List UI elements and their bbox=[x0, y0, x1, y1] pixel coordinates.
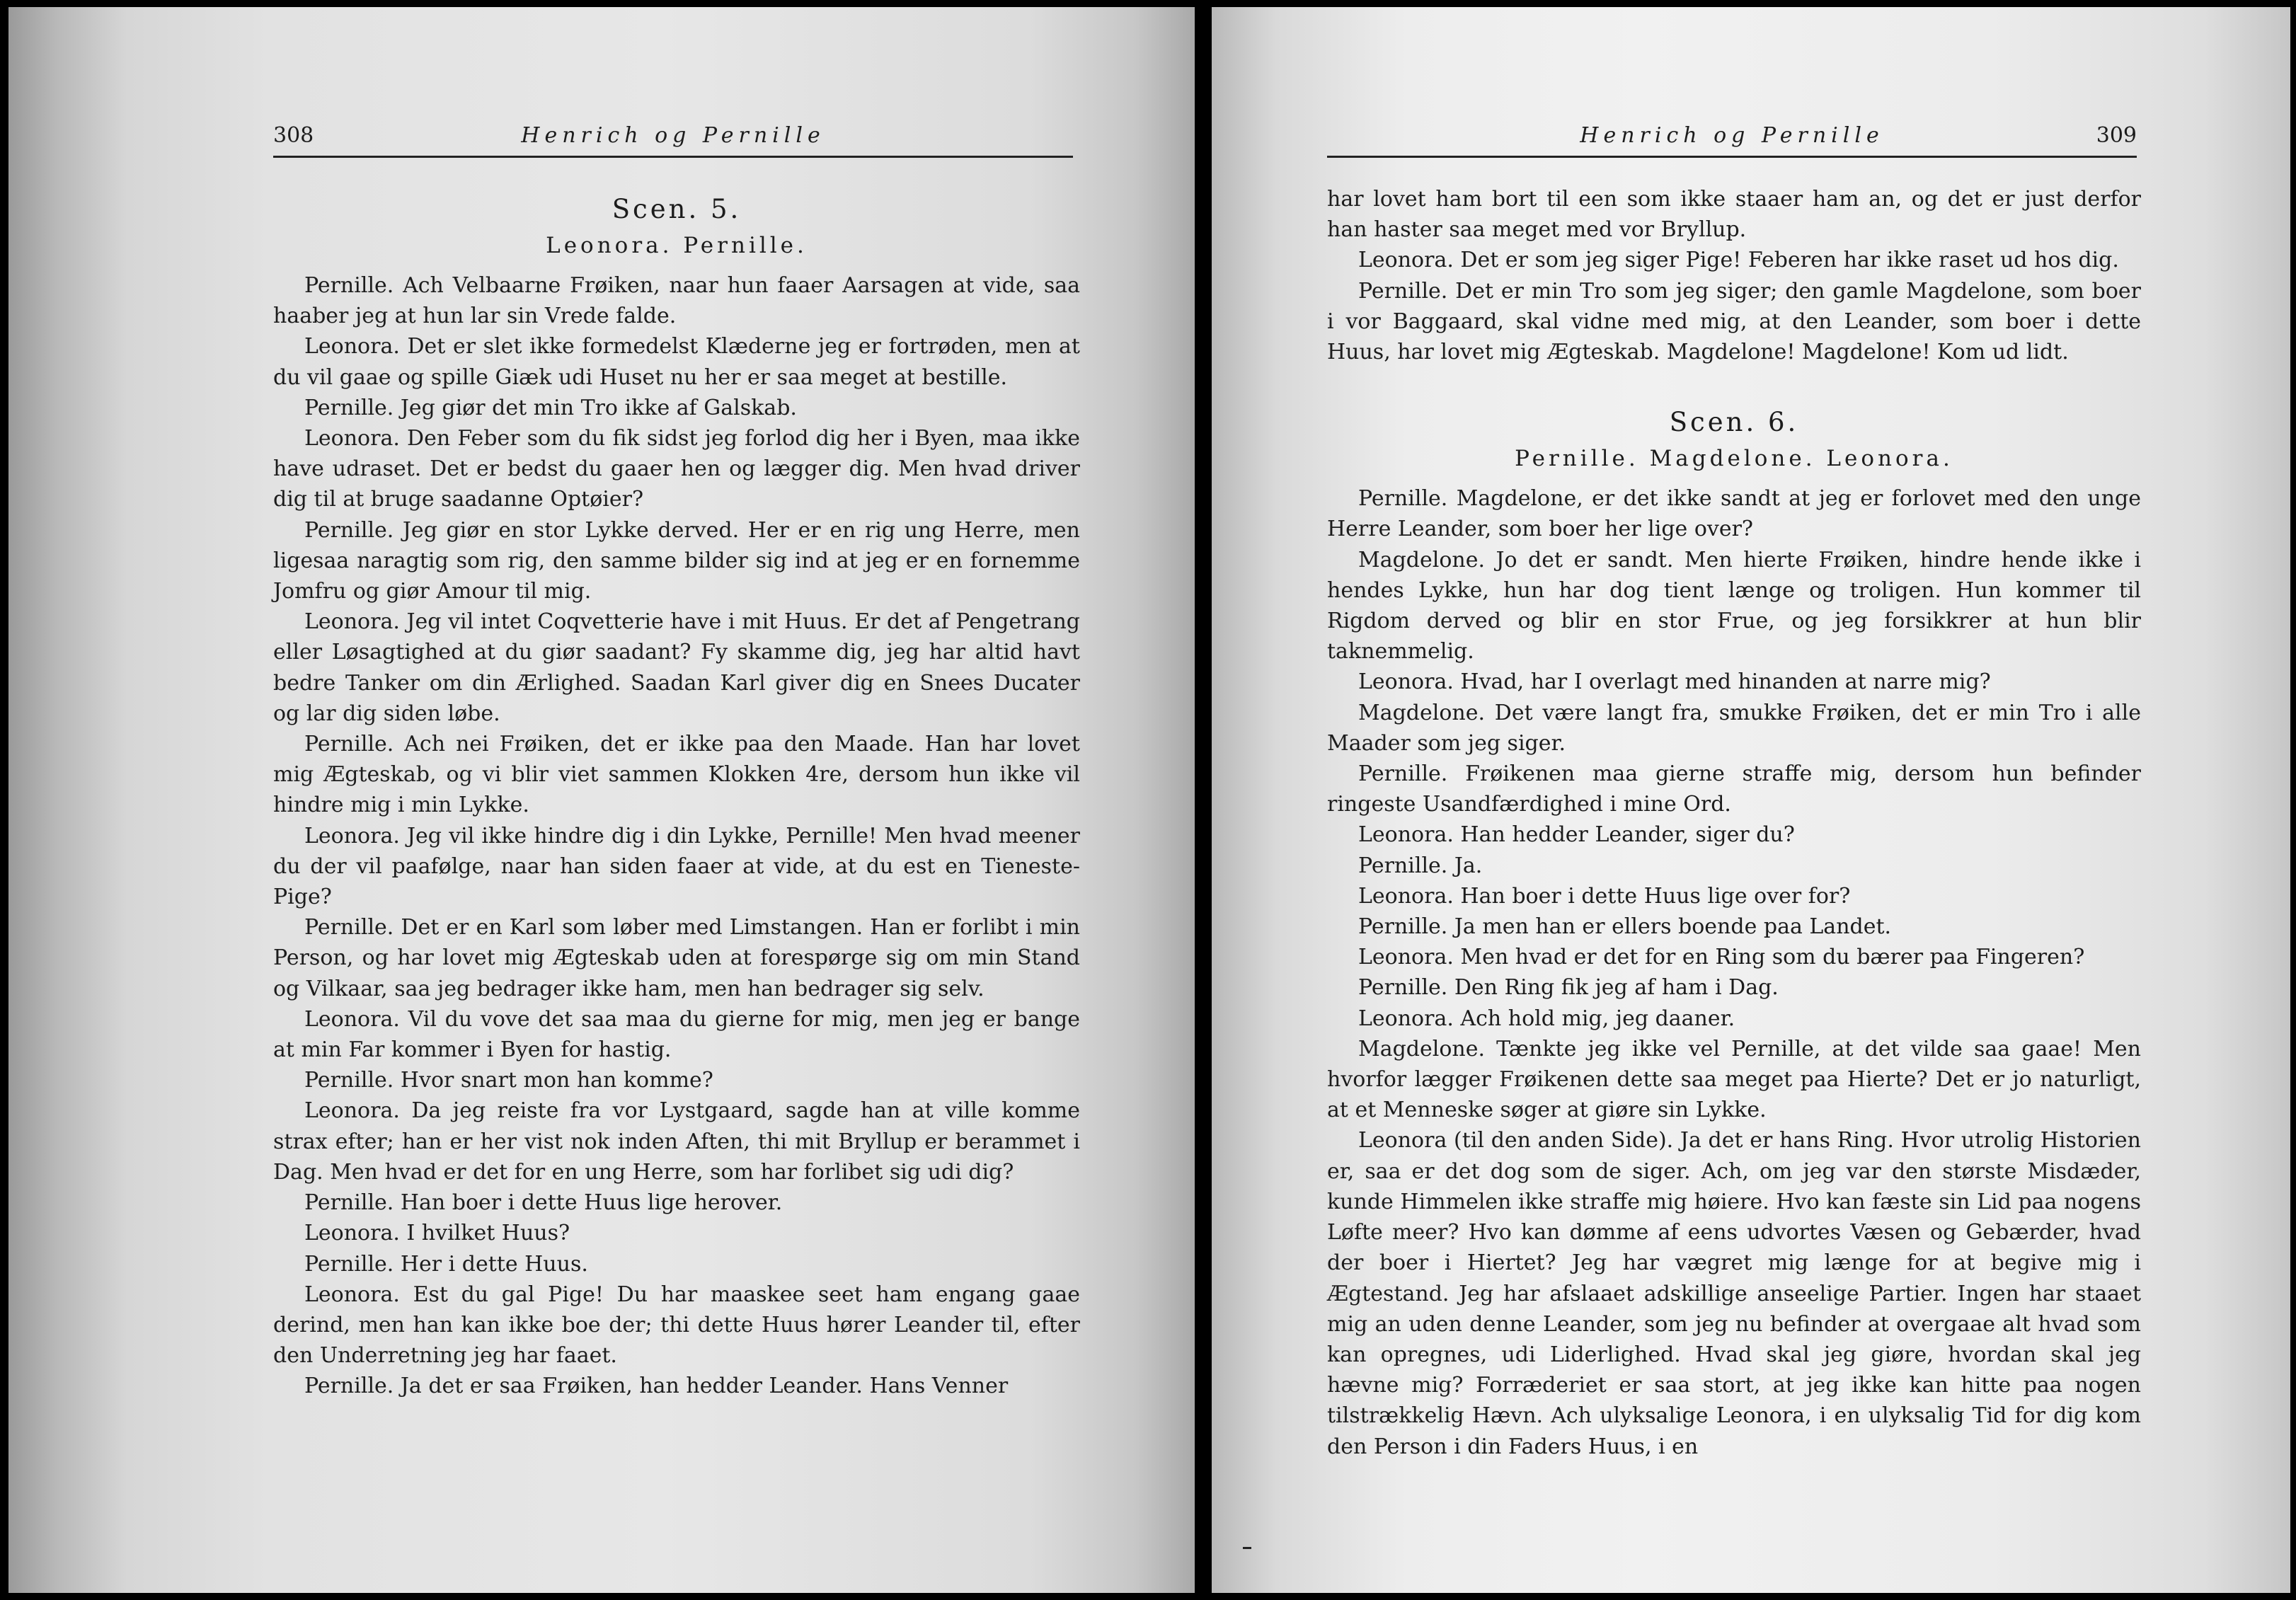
right-page bbox=[1212, 7, 2290, 1593]
dialogue-paragraph: Leonora. Men hvad er det for en Ring som du bærer paa Fingeren? bbox=[1358, 945, 2085, 970]
left-page bbox=[8, 7, 1195, 1593]
dialogue-paragraph: Magdelone. Tænkte jeg ikke vel Pernille, at det vilde saa gaae! Men hvorfor lægger Frøikenen dette saa meget paa Hierte? Det er jo naturligt, at et Menneske søger at giøre sin Lykke. bbox=[1327, 1036, 2141, 1123]
dialogue-paragraph: Magdelone. Jo det er sandt. Men hierte Frøiken, hindre hende ikke i hendes Lykke, hun har dog tient længe og troligen. Hun kommer til Rigdom derved og blir en stor Frue, og jeg forsikkrer at hun blir taknemmelig. bbox=[1327, 547, 2141, 664]
dialogue-paragraph: Leonora. Est du gal Pige! Du har maaskee seet ham engang gaae derind, men han kan ikke boe der; thi dette Huus hører Leander til, efter den Underretning jeg har faaet. bbox=[273, 1282, 1080, 1369]
left-page-number: 308 bbox=[273, 123, 314, 148]
dialogue-paragraph: Leonora. Det er som jeg siger Pige! Feberen har ikke raset ud hos dig. bbox=[1358, 248, 2119, 273]
left-running-title: Henrich og Pernille bbox=[521, 123, 825, 148]
dialogue-paragraph: Magdelone. Det være langt fra, smukke Frøiken, det er min Tro i alle Maader som jeg siger. bbox=[1327, 700, 2141, 756]
dialogue-paragraph: Leonora. Han hedder Leander, siger du? bbox=[1358, 822, 1795, 848]
dialogue-paragraph: Pernille. Her i dette Huus. bbox=[304, 1251, 588, 1277]
dialogue-paragraph: Leonora. Ach hold mig, jeg daaner. bbox=[1358, 1006, 1735, 1031]
scene-heading: Scen. 5. bbox=[612, 194, 742, 224]
dialogue-paragraph: Pernille. Magdelone, er det ikke sandt at jeg er forlovet med den unge Herre Leander, som boer her lige over? bbox=[1327, 486, 2141, 542]
dialogue-paragraph: Leonora. Jeg vil intet Coqvetterie have i mit Huus. Er det af Pengetrang eller Løsagtighed at du giør saadant? Fy skamme dig, jeg har altid havt bedre Tanker om din Ærlighed. Saadan Karl giver dig en Snees Ducater og lar dig siden løbe. bbox=[273, 609, 1080, 726]
left-text-column bbox=[273, 190, 1080, 1402]
dialogue-paragraph: Pernille. Det er en Karl som løber med Limstangen. Han er forlibt i min Person, og har lovet mig Ægteskab uden at forespørge sig om min Stand og Vilkaar, saa jeg bedrager ikke ham, men han bedrager sig selv. bbox=[273, 915, 1080, 1001]
dialogue-paragraph: Pernille. Frøikenen maa gierne straffe mig, dersom hun befinder ringeste Usandfærdighed i mine Ord. bbox=[1327, 761, 2141, 817]
print-speck bbox=[1243, 1547, 1251, 1549]
right-running-header bbox=[1327, 119, 2137, 158]
dialogue-paragraph: har lovet ham bort til een som ikke staaer ham an, og det er just derfor han haster saa meget med vor Bryllup. bbox=[1327, 187, 2141, 243]
scene-spacer bbox=[1327, 367, 2141, 403]
right-text-column bbox=[1327, 184, 2141, 1462]
dialogue-paragraph: Leonora. Det er slet ikke formedelst Klæderne jeg er fortrøden, men at du vil gaae og spille Giæk udi Huset nu her er saa meget at bestille. bbox=[273, 334, 1080, 390]
dialogue-paragraph: Leonora. Han boer i dette Huus lige over for? bbox=[1358, 883, 1851, 909]
dialogue-paragraph: Leonora. Da jeg reiste fra vor Lystgaard, sagde han at ville komme strax efter; han er her vist nok inden Aften, thi mit Bryllup er berammet i Dag. Men hvad er det for en ung Herre, som har forlibet sig udi dig? bbox=[273, 1098, 1080, 1185]
dialogue-paragraph: Leonora. Vil du vove det saa maa du gierne for mig, men jeg er bange at min Far kommer i Byen for hastig. bbox=[273, 1006, 1080, 1063]
right-page-number: 309 bbox=[2096, 123, 2137, 148]
dialogue-paragraph: Pernille. Han boer i dette Huus lige herover. bbox=[304, 1190, 783, 1216]
dialogue-paragraph: Leonora (til den anden Side). Ja det er hans Ring. Hvor utrolig Historien er, saa er det dog som de siger. Ach, om jeg var den største Misdæder, kunde Himmelen ikke straffe mig høiere. Hvo kan fæste sin Lid paa nogens Løfte meer? Hvo kan dømme af eens udvortes Væsen og Gebærder, hvad der boer i Hiertet? Jeg har vægret mig længe for at begive mig i Ægtestand. Jeg har afslaaet adskillige anseelige Partier. Ingen har staaet mig an uden denne Leander, som jeg nu befinder at overgaae alt hvad som kan opregnes, udi Liderlighed. Hvad skal jeg giøre, hvordan skal jeg hævne mig? Forræderiet er saa stort, at jeg ikke kan hitte paa nogen tilstrækkelig Hævn. Ach ulyksalige Leonora, i en ulyksalig Tid for dig kom den Person i din Faders Huus, i en bbox=[1327, 1128, 2141, 1459]
dialogue-paragraph: Pernille. Ach Velbaarne Frøiken, naar hun faaer Aarsagen at vide, saa haaber jeg at hun lar sin Vrede falde. bbox=[273, 273, 1080, 329]
dialogue-paragraph: Pernille. Jeg giør en stor Lykke derved. Her er en rig ung Herre, men ligesaa naragtig som rig, den samme bilder sig ind at jeg er en fornemme Jomfru og giør Amour til mig. bbox=[273, 517, 1080, 604]
dialogue-paragraph: Leonora. I hvilket Huus? bbox=[304, 1221, 570, 1246]
dialogue-paragraph: Pernille. Ja. bbox=[1358, 853, 1483, 878]
scene-cast: Leonora. Pernille. bbox=[546, 233, 808, 258]
right-running-title: Henrich og Pernille bbox=[1580, 123, 1884, 148]
dialogue-paragraph: Pernille. Ja men han er ellers boende paa Landet. bbox=[1358, 914, 1892, 940]
dialogue-paragraph: Leonora. Den Feber som du fik sidst jeg forlod dig her i Byen, maa ikke have udraset. Det er bedst du gaaer hen og lægger dig. Men hvad driver dig til at bruge saadanne Optøier? bbox=[273, 426, 1080, 512]
left-running-header bbox=[273, 119, 1073, 158]
scene-heading: Scen. 6. bbox=[1669, 407, 1799, 438]
dialogue-paragraph: Leonora. Hvad, har I overlagt med hinanden at narre mig? bbox=[1358, 669, 1991, 695]
scene-cast: Pernille. Magdelone. Leonora. bbox=[1515, 446, 1953, 472]
dialogue-paragraph: Leonora. Jeg vil ikke hindre dig i din Lykke, Pernille! Men hvad meener du der vil paafølge, naar han siden faaer at vide, at du est en Tieneste-Pige? bbox=[273, 823, 1080, 910]
dialogue-paragraph: Pernille. Ach nei Frøiken, det er ikke paa den Maade. Han har lovet mig Ægteskab, og vi blir viet sammen Klokken 4re, dersom hun ikke vil hindre mig i min Lykke. bbox=[273, 732, 1080, 818]
dialogue-paragraph: Pernille. Den Ring fik jeg af ham i Dag. bbox=[1358, 975, 1779, 1001]
dialogue-paragraph: Pernille. Det er min Tro som jeg siger; den gamle Magdelone, som boer i vor Baggaard, skal vidne med mig, at den Leander, som boer i dette Huus, har lovet mig Ægteskab. Magdelone! Magdelone! Kom ud lidt. bbox=[1327, 278, 2141, 365]
dialogue-paragraph: Pernille. Ja det er saa Frøiken, han hedder Leander. Hans Venner bbox=[304, 1374, 1009, 1399]
dialogue-paragraph: Pernille. Hvor snart mon han komme? bbox=[304, 1068, 713, 1093]
dialogue-paragraph: Pernille. Jeg giør det min Tro ikke af Galskab. bbox=[304, 395, 797, 420]
